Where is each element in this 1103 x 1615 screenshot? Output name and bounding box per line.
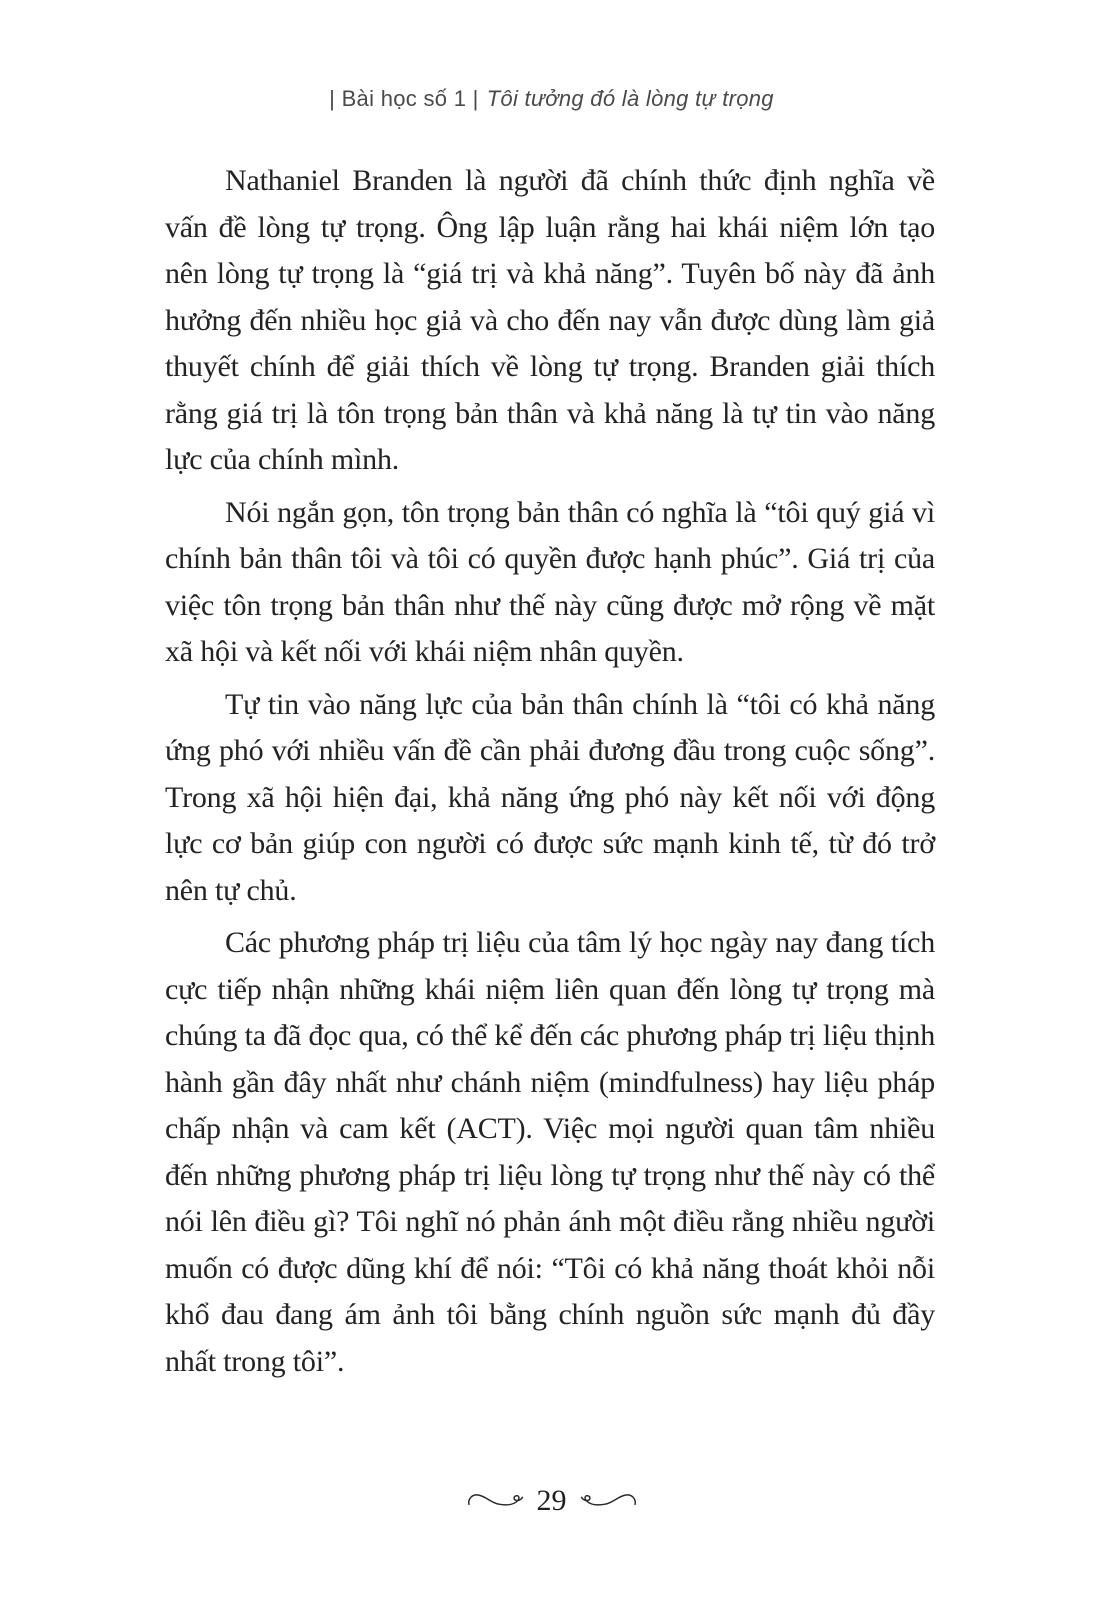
page-body bbox=[165, 158, 935, 1391]
page-number: 29 bbox=[536, 1484, 567, 1517]
header-chapter-title: Tôi tưởng đó là lòng tự trọng bbox=[486, 86, 774, 111]
header-section-label: | Bài học số 1 | bbox=[329, 86, 479, 111]
page-footer bbox=[0, 1484, 1103, 1518]
paragraph-2: Nói ngắn gọn, tôn trọng bản thân có nghĩa là “tôi quý giá vì chính bản thân tôi và tôi có quyền được hạnh phúc”. Giá trị của việc tôn trọng bản thân như thế này cũng được mở rộng về mặt xã hội và kết nối với khái niệm nhân quyền. bbox=[165, 495, 935, 668]
running-header bbox=[0, 84, 1103, 114]
paragraph-4: Các phương pháp trị liệu của tâm lý học ngày nay đang tích cực tiếp nhận những khái niệm liên quan đến lòng tự trọng mà chúng ta đã đọc qua, có thể kể đến các phương pháp trị liệu thịnh hành gần đây nhất như chánh niệm (mindfulness) hay liệu pháp chấp nhận và cam kết (ACT). Việc mọi người quan tâm nhiều đến những phương pháp trị liệu lòng tự trọng như thế này có thể nói lên điều gì? Tôi nghĩ nó phản ánh một điều rằng nhiều người muốn có được dũng khí để nói: “Tôi có khả năng thoát khỏi nỗi khổ đau đang ám ảnh tôi bằng chính nguồn sức mạnh đủ đầy nhất trong tôi”. bbox=[165, 926, 935, 1378]
paragraph-1: Nathaniel Branden là người đã chính thức định nghĩa về vấn đề lòng tự trọng. Ông lập luận rằng hai khái niệm lớn tạo nên lòng tự trọng là “giá trị và khả năng”. Tuyên bố này đã ảnh hưởng đến nhiều học giả và cho đến nay vẫn được dùng làm giả thuyết chính để giải thích về lòng tự trọng. Branden giải thích rằng giá trị là tôn trọng bản thân và khả năng là tự tin vào năng lực của chính mình. bbox=[165, 164, 935, 476]
swash-flourish-right-icon bbox=[579, 1492, 637, 1510]
swash-flourish-left-icon bbox=[467, 1492, 525, 1510]
paragraph-3: Tự tin vào năng lực của bản thân chính là “tôi có khả năng ứng phó với nhiều vấn đề cần phải đương đầu trong cuộc sống”. Trong xã hội hiện đại, khả năng ứng phó này kết nối với động lực cơ bản giúp con người có được sức mạnh kinh tế, từ đó trở nên tự chủ. bbox=[165, 687, 935, 907]
